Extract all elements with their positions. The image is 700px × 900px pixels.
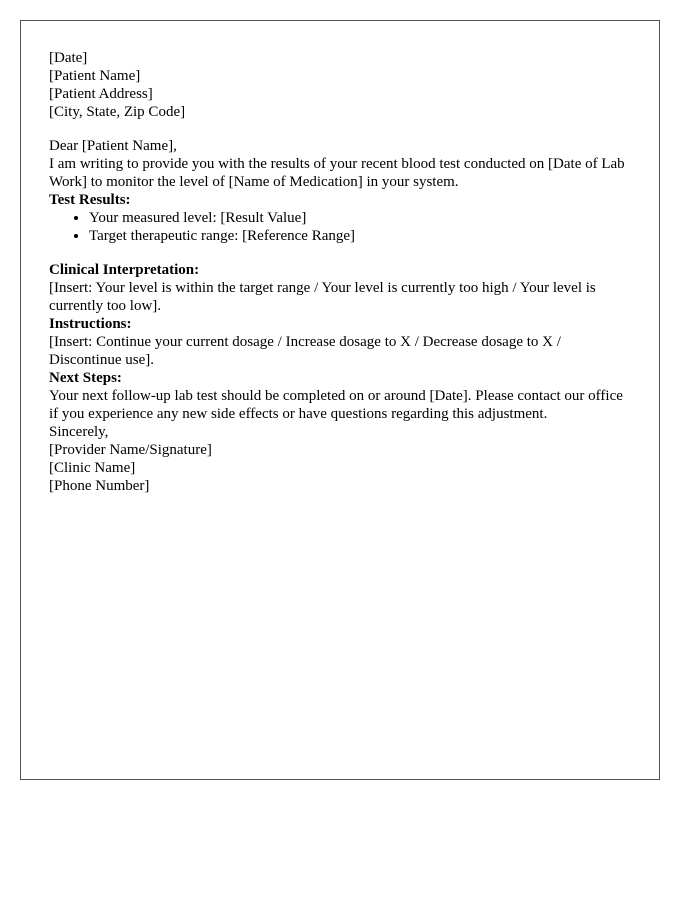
clinical-interpretation-text: [Insert: Your level is within the target range / Your level is currently too high / Your level is currently too low]. bbox=[49, 280, 596, 314]
recipient-address-block bbox=[49, 67, 631, 121]
clinic-name: [Clinic Name] bbox=[49, 460, 136, 476]
clinical-interpretation-heading: Clinical Interpretation: bbox=[49, 262, 200, 278]
next-steps-text: Your next follow-up lab test should be completed on or around [Date]. Please contact our office if you experience any new side effects or have questions regarding this adjustment. bbox=[49, 388, 623, 422]
salutation: Dear [Patient Name], bbox=[49, 138, 177, 154]
instructions-text: [Insert: Continue your current dosage / Increase dosage to X / Decrease dosage to X / Discontinue use]. bbox=[49, 334, 561, 368]
test-results-list bbox=[49, 209, 631, 245]
next-steps-heading: Next Steps: bbox=[49, 370, 122, 386]
test-result-item: • Target therapeutic range: [Reference Range] bbox=[89, 227, 631, 245]
patient-address: [Patient Address] bbox=[49, 86, 153, 102]
letter-page bbox=[20, 20, 660, 780]
letter-date: [Date] bbox=[49, 50, 88, 66]
instructions-heading: Instructions: bbox=[49, 316, 132, 332]
test-result-item: • Your measured level: [Result Value] bbox=[89, 209, 631, 227]
provider-name-signature: [Provider Name/Signature] bbox=[49, 442, 212, 458]
phone-number: [Phone Number] bbox=[49, 478, 150, 494]
test-results-heading: Test Results: bbox=[49, 192, 131, 208]
patient-name: [Patient Name] bbox=[49, 68, 141, 84]
patient-city-state-zip: [City, State, Zip Code] bbox=[49, 104, 186, 120]
signature-block bbox=[49, 441, 631, 495]
intro-paragraph: I am writing to provide you with the results of your recent blood test conducted on [Date of Lab Work] to monitor the level of [Name of Medication] in your system. bbox=[49, 156, 625, 190]
closing: Sincerely, bbox=[49, 424, 109, 440]
